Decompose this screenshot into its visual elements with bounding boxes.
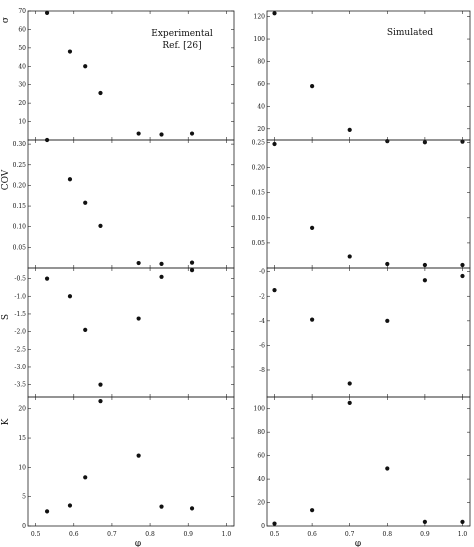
data-point <box>159 275 163 279</box>
data-point <box>310 508 314 512</box>
data-point <box>310 318 314 322</box>
y-tick-label: -3.0 <box>14 363 26 371</box>
data-point <box>159 262 163 266</box>
y-tick-label: 0 <box>261 523 265 530</box>
panel-frame <box>267 140 470 268</box>
y-tick-label: -2.0 <box>14 328 26 336</box>
y-tick-label: -3.5 <box>14 381 26 389</box>
data-point <box>98 91 102 95</box>
x-tick-label: 0.7 <box>107 531 117 538</box>
y-tick-label: 20 <box>257 125 265 133</box>
y-tick-label: 5 <box>22 493 26 501</box>
data-point <box>460 520 464 524</box>
panel-frame <box>267 397 470 526</box>
y-tick-label: 80 <box>257 429 265 437</box>
panel-frame <box>267 11 470 140</box>
y-tick-label: 0.10 <box>12 223 26 231</box>
data-point <box>68 177 72 181</box>
data-point <box>272 11 276 15</box>
data-point <box>45 11 49 15</box>
data-point <box>272 288 276 292</box>
y-tick-label: 20 <box>18 405 26 413</box>
data-point <box>45 138 49 142</box>
y-tick-label: 10 <box>18 118 26 126</box>
panel-simulated-cov <box>252 140 470 268</box>
data-point <box>68 294 72 298</box>
data-point <box>310 226 314 230</box>
x-tick-label: 0.8 <box>382 531 393 538</box>
panel-simulated-skewness <box>259 268 470 397</box>
panel-annotation: Ref. [26] <box>162 41 202 51</box>
data-point <box>83 475 87 479</box>
y-tick-label: 0.05 <box>12 244 26 252</box>
data-point <box>190 131 194 135</box>
y-tick-label: 50 <box>18 44 26 52</box>
y-tick-label: -2.5 <box>14 346 26 354</box>
panel-experimental-cov <box>1 138 234 268</box>
data-point <box>83 328 87 332</box>
data-point <box>83 201 87 205</box>
data-point <box>348 254 352 258</box>
data-point <box>137 131 141 135</box>
data-point <box>272 142 276 146</box>
data-point <box>385 262 389 266</box>
y-tick-label: 40 <box>257 103 265 111</box>
y-tick-label: -2 <box>259 293 265 301</box>
y-tick-label: 0.10 <box>251 214 265 222</box>
y-tick-label: 40 <box>257 476 265 484</box>
panel-experimental-skewness <box>1 268 234 397</box>
data-point <box>68 49 72 53</box>
x-tick-label: 0.6 <box>307 531 317 538</box>
y-tick-label: 0.20 <box>251 164 265 172</box>
x-tick-label: 1.0 <box>457 531 468 538</box>
y-tick-label: 20 <box>18 100 26 108</box>
y-tick-label: -8 <box>259 366 265 374</box>
y-axis-label: S <box>1 313 11 321</box>
y-tick-label: 40 <box>18 63 26 71</box>
panel-frame <box>267 268 470 397</box>
y-tick-label: 60 <box>257 80 265 88</box>
data-point <box>310 84 314 88</box>
data-point <box>137 454 141 458</box>
data-point <box>385 466 389 470</box>
data-point <box>137 261 141 265</box>
x-tick-label: 0.6 <box>69 531 79 538</box>
y-tick-label: 0.20 <box>12 182 26 190</box>
y-tick-label: 0.25 <box>251 139 265 147</box>
y-tick-label: -0.5 <box>14 275 26 283</box>
data-point <box>190 268 194 272</box>
data-point <box>159 505 163 509</box>
y-tick-label: 0.05 <box>251 239 265 247</box>
data-point <box>137 316 141 320</box>
y-tick-label: 20 <box>257 499 265 507</box>
y-tick-label: 30 <box>18 81 26 89</box>
x-tick-label: 0.7 <box>344 531 355 538</box>
x-tick-label: 0.8 <box>145 531 155 538</box>
y-tick-label: 100 <box>253 36 265 44</box>
data-point <box>272 522 276 526</box>
panel-frame <box>28 397 234 526</box>
y-tick-label: -1.5 <box>14 310 26 318</box>
panel-frame <box>28 268 234 397</box>
y-tick-label: 0.30 <box>12 141 26 149</box>
y-tick-label: 70 <box>18 8 26 15</box>
y-tick-label: -1.0 <box>14 293 26 301</box>
panel-experimental-sigma <box>1 8 234 140</box>
panel-simulated-kurtosis <box>254 397 470 538</box>
panel-simulated-sigma <box>254 11 470 144</box>
panel-frame <box>28 140 234 268</box>
panels-group <box>1 8 470 538</box>
data-point <box>98 224 102 228</box>
panel-experimental-kurtosis <box>1 397 234 538</box>
data-point <box>423 278 427 282</box>
data-point <box>385 319 389 323</box>
y-tick-label: 100 <box>253 405 265 413</box>
data-point <box>159 132 163 136</box>
y-tick-label: -4 <box>259 317 265 325</box>
panel-annotation: Experimental <box>151 29 213 39</box>
y-tick-label: 60 <box>18 26 26 34</box>
data-point <box>348 128 352 132</box>
data-point <box>190 506 194 510</box>
data-point <box>45 509 49 513</box>
y-axis-label: K <box>1 418 11 426</box>
y-tick-label: -6 <box>259 342 265 350</box>
x-tick-label: 0.9 <box>420 531 430 538</box>
data-point <box>83 64 87 68</box>
y-tick-label: 0.15 <box>12 203 26 211</box>
data-point <box>348 401 352 405</box>
y-tick-label: 0 <box>22 523 26 530</box>
x-tick-label: 1.0 <box>221 531 232 538</box>
data-point <box>423 263 427 267</box>
data-point <box>98 399 102 403</box>
x-axis-label-right: φ <box>354 539 362 547</box>
x-tick-label: 0.9 <box>183 531 193 538</box>
y-tick-label: 80 <box>257 58 265 66</box>
x-axis-label-left: φ <box>134 539 142 547</box>
data-point <box>460 263 464 267</box>
y-tick-label: 120 <box>253 13 265 21</box>
y-tick-label: 15 <box>18 435 26 443</box>
y-tick-label: 0.25 <box>12 161 26 169</box>
data-point <box>348 381 352 385</box>
data-point <box>45 277 49 281</box>
y-tick-label: -0 <box>259 268 265 276</box>
y-axis-label: COV <box>1 169 11 191</box>
panel-annotation: Simulated <box>386 28 434 38</box>
data-point <box>190 261 194 265</box>
y-axis-label: σ <box>1 16 11 24</box>
x-tick-label: 0.5 <box>269 531 280 538</box>
data-point <box>460 274 464 278</box>
data-point <box>68 503 72 507</box>
data-point <box>423 520 427 524</box>
y-tick-label: 0.15 <box>251 189 265 197</box>
y-tick-label: 60 <box>257 452 265 460</box>
x-tick-label: 0.5 <box>30 531 41 538</box>
y-tick-label: 10 <box>18 464 26 472</box>
data-point <box>98 383 102 387</box>
